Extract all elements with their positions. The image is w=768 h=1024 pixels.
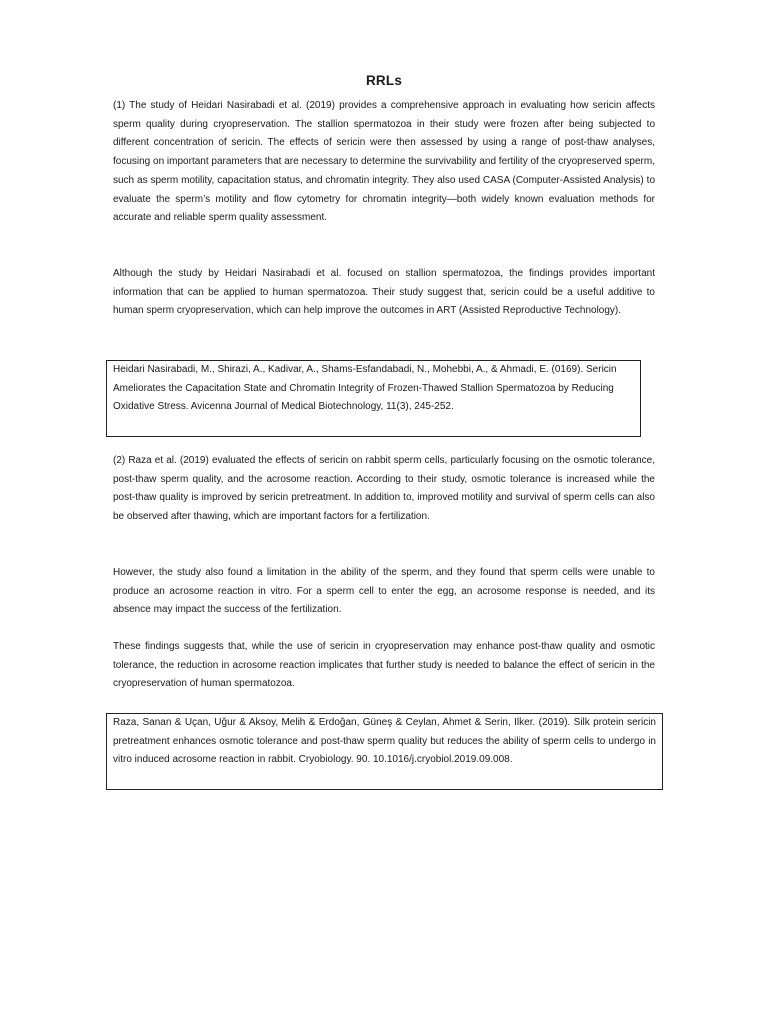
section1-paragraph-2: Although the study by Heidari Nasirabadi et al. focused on stallion spermatozoa, the findings provides important information that can be applied to human spermatozoa. Their study suggest that, sericin could be a useful additive to human sperm cryopreservation, which can help improve the outcomes in ART (Assisted Reproductive Technology).: [113, 268, 655, 317]
reference-2: Raza, Sanan & Uçan, Uğur & Aksoy, Melih & Erdoğan, Güneş & Ceylan, Ahmet & Serin, Ilker. (2019). Silk protein sericin pretreatment enhances osmotic tolerance and post-thaw sperm quality but reduces the ability of sperm cells to undergo in vitro induced acrosome reaction in rabbit. Cryobiology. 90. 10.1016/j.cryobiol.2019.09.008.: [113, 717, 656, 766]
section1-paragraph-1: (1) The study of Heidari Nasirabadi et al. (2019) provides a comprehensive approach in evaluating how sericin affects sperm quality during cryopreservation. The stallion spermatozoa in their study were frozen after being subjected to different concentration of sericin. The effects of sericin were then assessed by using a range of post-thaw analyses, focusing on important parameters that are necessary to determine the survivability and fertility of the cryopreserved sperm, such as sperm motility, capacitation status, and chromatin integrity. They also used CASA (Computer-Assisted Analysis) to evaluate the sperm’s motility and flow cytometry for chromatin integrity—both widely known evaluation methods for accurate and reliable sperm quality assessment.: [113, 100, 655, 224]
section2-paragraph-1: (2) Raza et al. (2019) evaluated the effects of sericin on rabbit sperm cells, particularly focusing on the osmotic tolerance, post-thaw sperm quality, and the acrosome reaction. According to their study, osmotic tolerance is increased while the post-thaw quality is improved by sericin pretreatment. In addition to, improved motility and survival of sperm cells can also be observed after thawing, which are important factors for a fertilization.: [113, 455, 655, 523]
reference-1: Heidari Nasirabadi, M., Shirazi, A., Kadivar, A., Shams-Esfandabadi, N., Mohebbi, A., & Ahmadi, E. (0169). Sericin Ameliorates the Capacitation State and Chromatin Integrity of Frozen-Thawed Stallion Spermatozoa by Reducing Oxidative Stress. Avicenna Journal of Medical Biotechnology, 11(3), 245-252.: [113, 364, 617, 413]
section2-paragraph-3: These findings suggests that, while the use of sericin in cryopreservation may enhance post-thaw quality and osmotic tolerance, the reduction in acrosome reaction implicates that further study is needed to balance the effect of sericin in the cryopreservation of human spermatozoa.: [113, 641, 655, 690]
reference-box-1: [106, 360, 641, 437]
reference-box-2: [106, 713, 663, 790]
page-title: RRLs: [365, 73, 403, 88]
section2-paragraph-2: However, the study also found a limitation in the ability of the sperm, and they found that sperm cells were unable to produce an acrosome reaction in vitro. For a sperm cell to enter the egg, an acrosome response is needed, and its absence may impact the success of the fertilization.: [113, 567, 655, 616]
